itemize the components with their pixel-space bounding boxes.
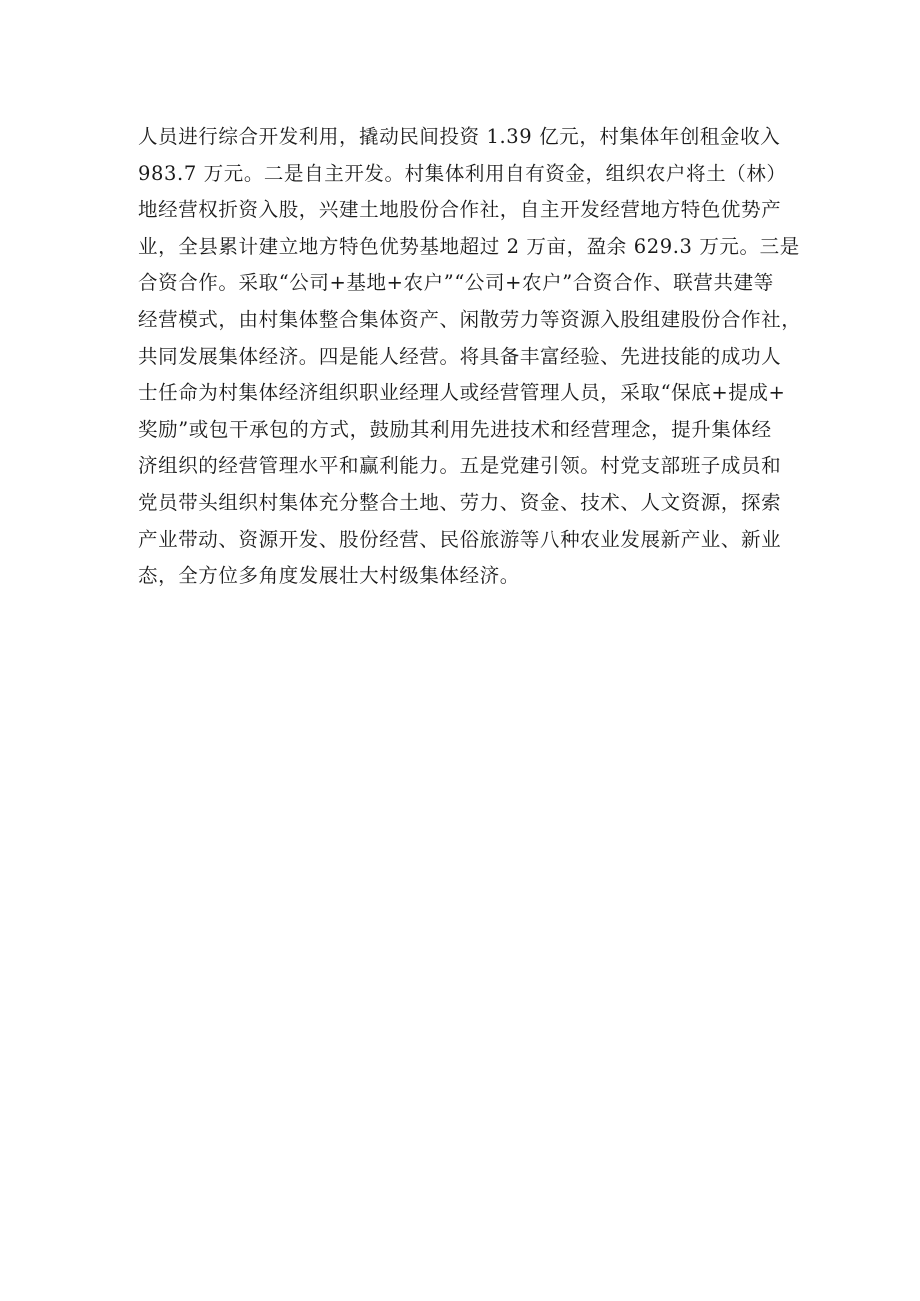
text-line: 共同发展集体经济。四是能人经营。将具备丰富经验、先进技能的成功人 xyxy=(138,344,782,368)
text-line: 济组织的经营管理水平和赢利能力。五是党建引领。村党支部班子成员和 xyxy=(138,454,782,478)
text-line: 奖励”或包干承包的方式，鼓励其利用先进技术和经营理念，提升集体经 xyxy=(138,417,772,441)
text-line: 合资合作。采取“公司+基地+农户”“公司+农户”合资合作、联营共建等 xyxy=(138,271,774,295)
text-line: 人员进行综合开发利用，撬动民间投资 1.39 亿元，村集体年创租金收入 xyxy=(138,125,781,148)
text-line: 士任命为村集体经济组织职业经理人或经营管理人员，采取“保底+提成+ xyxy=(138,381,786,405)
text-line: 党员带头组织村集体充分整合土地、劳力、资金、技术、人文资源，探索 xyxy=(138,490,782,514)
text-line: 业，全县累计建立地方特色优势基地超过 2 万亩，盈余 629.3 万元。三是 xyxy=(138,234,800,258)
text-line: 经营模式，由村集体整合集体资产、闲散劳力等资源入股组建股份合作社， xyxy=(138,307,802,331)
text-line: 地经营权折资入股，兴建土地股份合作社，自主开发经营地方特色优势产 xyxy=(138,198,782,222)
body-paragraph xyxy=(138,119,802,595)
text-line: 态，全方位多角度发展壮大村级集体经济。 xyxy=(138,564,520,588)
text-line: 983.7 万元。二是自主开发。村集体利用自有资金，组织农户将土（林） xyxy=(138,161,787,185)
text-line: 产业带动、资源开发、股份经营、民俗旅游等八种农业发展新产业、新业 xyxy=(138,527,782,551)
